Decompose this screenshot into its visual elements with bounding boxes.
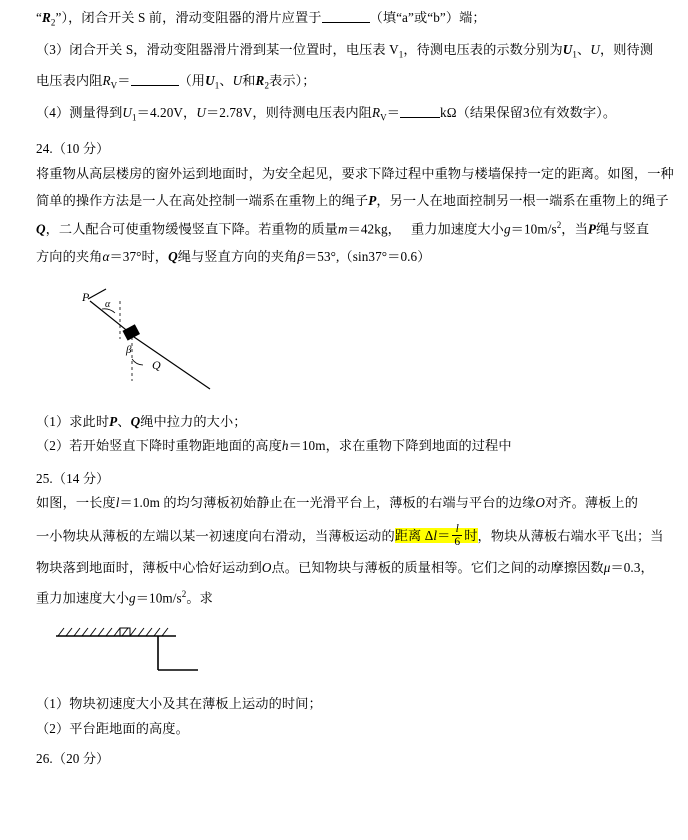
question-3-line-2 xyxy=(0,71,688,94)
q4-symbol-u: U xyxy=(196,104,206,120)
symbol-mu: μ xyxy=(603,560,611,576)
q4-symbol-rv-sub: V xyxy=(380,112,387,123)
q25-text-9: 。求 xyxy=(186,589,213,605)
q24-sub1-q: Q xyxy=(130,413,141,429)
question-24-para-4 xyxy=(0,247,688,267)
figure-24-label-q: Q xyxy=(152,357,161,372)
symbol-alpha: α xyxy=(102,248,110,264)
q25-hl-label: 距离 Δ xyxy=(394,528,434,544)
q24-beta-val: ＝53°,（sin37°＝0.6） xyxy=(303,248,431,264)
q3-sep-2: 、 xyxy=(219,73,233,89)
symbol-g: g xyxy=(503,221,511,237)
q3-line2-a: 电压表内阻 xyxy=(36,73,103,89)
symbol-h: h xyxy=(281,438,289,454)
q3-sep: 、 xyxy=(577,41,591,57)
symbol-r2-b-sub: 2 xyxy=(264,80,270,91)
question-24-para-3 xyxy=(0,219,688,240)
q24-g-exp: 2 xyxy=(556,219,562,230)
q24-text-4: ，二人配合可使重物缓慢竖直下降。若重物的质量 xyxy=(45,221,338,237)
q4-symbol-rv: R xyxy=(371,104,381,120)
q25-text-5: ，物块从薄板右端水平飞出；当 xyxy=(477,528,664,544)
highlighted-formula xyxy=(394,522,478,549)
q24-sub1-sep: 、 xyxy=(117,413,131,429)
symbol-beta: β xyxy=(297,248,304,264)
q24-number: 24.（10 分） xyxy=(36,141,110,157)
figure-25-platform-diagram xyxy=(48,620,688,682)
q3-eq: ＝ xyxy=(117,73,131,89)
q25-mu-val: ＝0.3， xyxy=(610,560,654,576)
q3-paren: （用 xyxy=(178,73,206,89)
line1-text: ”），闭合开关 S 前，滑动变阻器的滑片应置于 xyxy=(55,10,322,25)
q24-text-8: 方向的夹角 xyxy=(36,248,103,264)
q25-text-4: 一小物块从薄板的左端以某一初速度向右滑动，当薄板运动的 xyxy=(36,528,395,544)
q24-mass-val: ＝42kg， xyxy=(347,221,401,237)
q4-text-a: （4）测量得到 xyxy=(36,104,123,120)
question-25-para-3 xyxy=(0,558,688,578)
q24-sub1-p: P xyxy=(109,413,118,429)
question-24-para-1 xyxy=(0,164,688,184)
question-24-sub-2 xyxy=(0,436,688,456)
q25-g-exp-2: 2 xyxy=(181,588,187,599)
q4-eq: ＝ xyxy=(386,104,401,120)
q24-sub1-tail: 绳中拉力的大小； xyxy=(140,413,247,429)
blank-underline-3 xyxy=(400,106,440,118)
q24-alpha-val: ＝37°时， xyxy=(109,248,169,264)
question-25-para-4 xyxy=(0,588,688,609)
symbol-r2: R xyxy=(41,10,51,25)
symbol-rv: R xyxy=(102,73,111,89)
symbol-u-b: U xyxy=(232,73,243,89)
line1-tail: （填“a”或“b”）端； xyxy=(369,10,486,25)
q24-text-1: 将重物从高层楼房的窗外运到地面时，为安全起见，要求下降过程中重物与楼墙保持一定的距离。如图，一种 xyxy=(36,165,674,181)
q3-and: 和 xyxy=(242,73,256,89)
q25-sub1-text: （1）物块初速度大小及其在薄板上运动的时间； xyxy=(36,696,322,712)
q25-text-2: ＝1.0m 的均匀薄板初始静止在一光滑平台上，薄板的右端与平台的边缘 xyxy=(119,495,536,511)
symbol-rope-q: Q xyxy=(36,221,46,237)
symbol-rope-p-2: P xyxy=(587,221,597,237)
q25-text-8: 重力加速度大小 xyxy=(36,589,130,605)
q25-hl-tail: 时 xyxy=(464,528,478,544)
question-4-line-1 xyxy=(0,103,688,126)
blank-underline xyxy=(322,11,370,23)
symbol-rv-sub: V xyxy=(110,80,118,91)
figure-24-svg xyxy=(60,277,240,402)
q25-text-6: 物块落到地面时，薄板中心恰好运动到 xyxy=(36,560,262,576)
fraction-numerator: l xyxy=(452,523,462,537)
symbol-length-l: l xyxy=(115,495,120,511)
q24-text-7: 绳与竖直 xyxy=(596,221,650,237)
q25-number: 25.（14 分） xyxy=(36,470,110,486)
symbol-g-2: g xyxy=(129,589,136,605)
q25-hl-eq: ＝ xyxy=(437,528,451,544)
question-25-para-2 xyxy=(0,523,688,549)
q24-sub2-text: （2）若开始竖直下降时重物距地面的高度 xyxy=(36,438,282,454)
figure-25-svg xyxy=(48,620,218,682)
blank-underline-2 xyxy=(131,74,179,86)
q24-text-5: 重力加速度大小 xyxy=(410,221,504,237)
figure-24-label-p: P xyxy=(82,289,90,304)
symbol-mass: m xyxy=(337,221,348,237)
symbol-u1: U xyxy=(562,41,573,57)
q24-text-2: 简单的操作方法是一人在高处控制一端系在重物上的绳子 xyxy=(36,193,369,209)
figure-24-rope-diagram xyxy=(60,277,688,402)
figure-24-label-beta: β xyxy=(126,343,132,356)
symbol-u1-b: U xyxy=(205,73,215,89)
symbol-point-o-2: O xyxy=(261,560,272,576)
q25-g-val-2: ＝10m/s xyxy=(135,589,182,605)
exam-paper-page xyxy=(0,8,688,840)
q3-tail: 表示）； xyxy=(269,73,316,89)
q3-text-a: （3）闭合开关 S，滑动变阻器滑片滑到某一位置时，电压表 V xyxy=(36,41,399,57)
q4-symbol-u1: U xyxy=(122,104,133,120)
question-24-para-2 xyxy=(0,191,688,211)
fraction-denominator: 6 xyxy=(454,536,461,549)
symbol-u1-sub: 1 xyxy=(572,49,578,60)
question-26-header xyxy=(0,749,688,769)
question-2-line-1 xyxy=(0,8,688,31)
question-25-sub-2 xyxy=(0,719,688,739)
symbol-rope-p: P xyxy=(368,193,377,209)
q24-sub1-text: （1）求此时 xyxy=(36,413,110,429)
question-3-line-1 xyxy=(0,40,688,63)
q26-number: 26.（20 分） xyxy=(36,751,110,767)
question-25-para-1 xyxy=(0,493,688,513)
q24-text-3: ，另一人在地面控制另一根一端系在重物上的绳子 xyxy=(376,193,669,209)
figure-24-label-alpha: α xyxy=(105,298,111,310)
q4-val-1: ＝4.20V， xyxy=(136,104,197,120)
symbol-rope-q-2: Q xyxy=(168,248,178,264)
q25-text-3: 对齐。薄板上的 xyxy=(545,495,639,511)
q3-text-c: ，则待测 xyxy=(599,41,654,57)
v1-sub: 1 xyxy=(398,49,404,60)
q25-hl-l: l xyxy=(433,528,438,544)
symbol-u1-b-sub: 1 xyxy=(214,80,220,91)
question-24-sub-1 xyxy=(0,412,688,432)
q3-text-b: ，待测电压表的示数分别为 xyxy=(403,41,563,57)
q4-val-2: ＝2.78V，则待测电压表内阻 xyxy=(205,104,372,120)
fraction-l-over-6 xyxy=(452,523,462,549)
q25-sub2-text: （2）平台距地面的高度。 xyxy=(36,720,189,736)
symbol-r2-sub: 2 xyxy=(50,17,56,28)
q24-text-6: ，当 xyxy=(561,221,588,237)
q4-symbol-u1-sub: 1 xyxy=(132,112,137,123)
q25-text-1: 如图，一长度 xyxy=(36,495,116,511)
symbol-r2-b: R xyxy=(255,73,265,89)
symbol-u: U xyxy=(590,41,600,57)
q24-sub2-tail: ＝10m，求在重物下降到地面的过程中 xyxy=(288,438,512,454)
symbol-point-o: O xyxy=(535,495,545,511)
q4-tail: kΩ（结果保留3位有效数字）。 xyxy=(440,104,617,120)
question-25-sub-1 xyxy=(0,694,688,714)
quote-open: “ xyxy=(36,10,42,25)
q24-g-val: ＝10m/s xyxy=(510,221,557,237)
q24-text-9: 绳与竖直方向的夹角 xyxy=(177,248,298,264)
question-25-header xyxy=(0,469,688,489)
q25-text-7: 点。已知物块与薄板的质量相等。它们之间的动摩擦因数 xyxy=(271,560,604,576)
question-24-header xyxy=(0,139,688,159)
